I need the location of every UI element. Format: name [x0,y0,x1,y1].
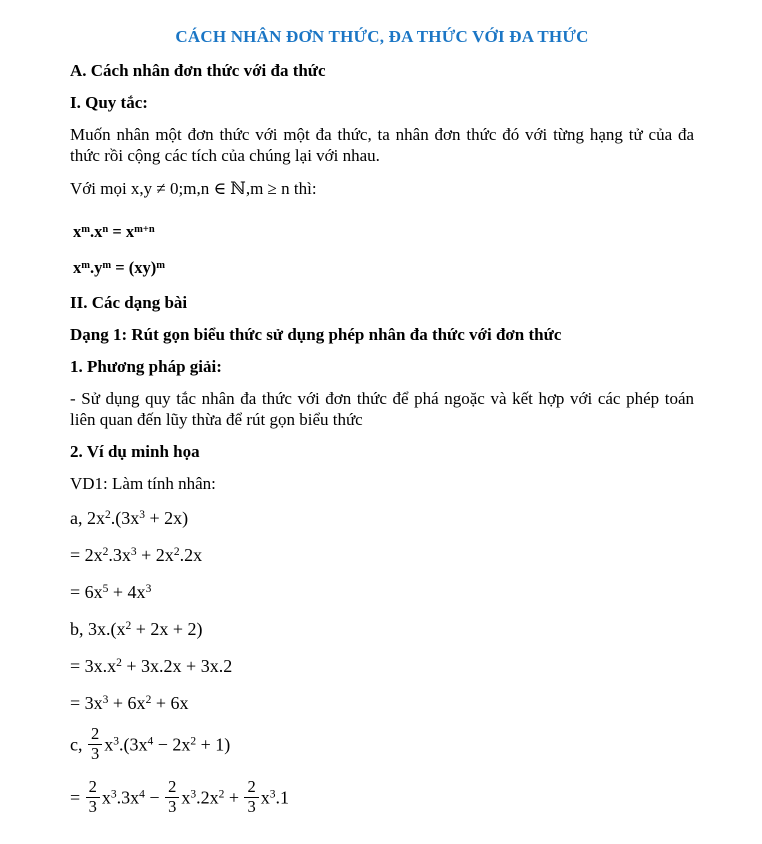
example-a-step-1: = $2x^2.3x^3 + 2x^2.2x$ [70,545,203,565]
condition-line: Với mọi x,y ≠ 0;m,n ∈ ℕ,m ≥ n thì: [70,179,317,198]
fraction: $\frac{2}{3}$ [165,778,179,817]
heading-method: 1. Phương pháp giải: [70,357,222,376]
power-formula-same-exponent: $x^m.y^m = (xy)^m$ [73,258,166,277]
example-a-expression: a, $2x^2.(3x^3 + 2x)$ [70,508,189,528]
rule-paragraph: Muốn nhân một đơn thức với một đa thức, ta nhân đơn thức đó với từng hạng tử của đa thức rồi cộng các tích của chúng lại với nhau. [70,125,694,165]
example-b-result: = $3x^3 + 6x^2 + 6x$ [70,693,189,713]
heading-examples: 2. Ví dụ minh họa [70,442,200,461]
fraction: $\frac{2}{3}$ [86,778,100,817]
vd1-label: VD1: Làm tính nhân: [70,474,216,493]
example-c-expression: c, $\frac{2}{3}$ $x^3.(3x^4 - 2x^2 + 1)$ [70,724,231,763]
method-paragraph: - Sử dụng quy tắc nhân đa thức với đơn thức để phá ngoặc và kết hợp với các phép toán liên quan đến lũy thừa để rút gọn biểu thức [70,389,694,429]
power-formula-product: $x^m.x^n = x^{m+n}$ [73,222,155,241]
example-a-result: = $6x^5 + 4x^3$ [70,582,152,602]
heading-forms: II. Các dạng bài [70,293,188,312]
example-c-step-1: = $\frac{2}{3}$ $x^3.3x^4$ − $\frac{2}{3}$ $x^3.2x^2$ + $\frac{2}{3}$ $x^3.1$ [70,776,289,816]
example-b-expression: b, $3x.(x^2 + 2x + 2)$ [70,619,203,639]
example-b-step-1: = $3x.x^2 + 3x.2x + 3x.2$ [70,656,233,676]
fraction: $\frac{2}{3}$ [244,778,258,817]
page-title: CÁCH NHÂN ĐƠN THỨC, ĐA THỨC VỚI ĐA THỨC [175,27,589,46]
heading-rule: I. Quy tắc: [70,93,148,112]
heading-dang1: Dạng 1: Rút gọn biểu thức sử dụng phép nhân đa thức với đơn thức [70,325,562,344]
heading-section-a: A. Cách nhân đơn thức với đa thức [70,61,326,80]
fraction: $\frac{2}{3}$ [88,725,102,764]
